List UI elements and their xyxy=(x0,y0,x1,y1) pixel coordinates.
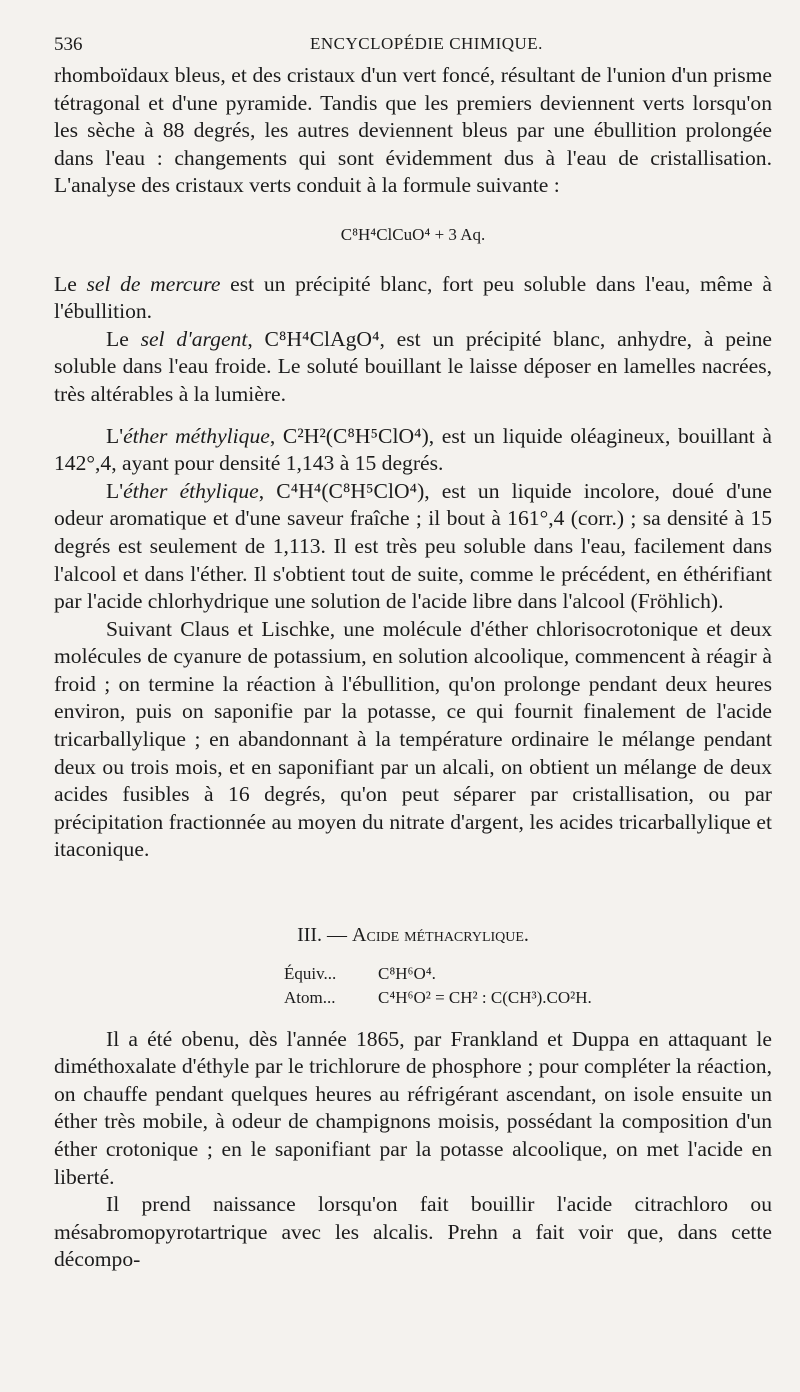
lead-text: Le xyxy=(106,326,141,351)
paragraph-methyl-ether xyxy=(54,423,772,478)
paragraph-mercury-salt xyxy=(54,271,772,326)
page-header xyxy=(54,34,760,58)
paragraph-frankland-duppa: Il a été obenu, dès l'année 1865, par Frankland et Duppa en attaquant le diméthoxalate d'éthyle par le trichlorure de phosphore ; pour compléter la réaction, on chauffe pendant quelques heures au réfrigérant ascendant, on isole ensuite un éther très mobile, à odeur de champignons moisis, possédant la composition d'un éther crotonique ; en le saponifiant par la potasse alcoolique, on met l'acide en liberté. xyxy=(54,1026,772,1189)
atom-label: Atom... xyxy=(284,987,336,1007)
paragraph-claus-lischke: Suivant Claus et Lischke, une molécule d'éther chlorisocrotonique et deux molécules de cyanure de potassium, en solution alcoolique, commencent à réagir à froid ; on termine la réaction à l'ébullition, qu'on prolonge pendant deux heures environ, puis on saponifie par la potasse, ce qui fournit finalement de l'acide tricarballylique ; en abandonnant à la température ordinaire le mélange pendant deux ou trois mois, et en saponifiant par un alcali, on obtient un mélange de deux acides fusibles à 16 degrés, qu'on peut séparer par cristallisation, ou par précipitation fractionnée au moyen du nitrate d'argent, les acides tricarballylique et itaconique. xyxy=(54,616,772,862)
italic-term: éther éthylique xyxy=(123,478,259,503)
equiv-label: Équiv... xyxy=(284,963,337,983)
lead-text: L' xyxy=(106,423,124,448)
lead-text: Le xyxy=(54,271,87,296)
paragraph-ethyl-ether xyxy=(54,478,772,616)
atom-formula: C⁴H⁶O² = CH² : C(CH³).CO²H. xyxy=(378,987,592,1007)
spacer xyxy=(54,409,772,423)
body-text xyxy=(54,62,772,1274)
section-dash: — xyxy=(327,924,348,947)
italic-term: sel d'argent xyxy=(140,326,248,351)
equiv-formula: C⁸H⁶O⁴. xyxy=(378,963,436,983)
equiv-row xyxy=(284,962,772,986)
paragraph-prehn: Il prend naissance lorsqu'on fait bouillir l'acide citrachloro ou mésabromopyrotartrique avec les alcalis. Prehn a fait voir que, dans cette décompo- xyxy=(54,1192,772,1272)
page-number: 536 xyxy=(54,34,83,55)
paragraph-text: , C⁸H⁴ClAgO⁴, est un précipité blanc, anhydre, à peine soluble dans l'eau froide. Le soluté bouillant le laisse déposer en lamelles nacrées, très altérables à la lumière. xyxy=(54,326,772,406)
lead-text: L' xyxy=(106,478,124,503)
paragraph-text: , C⁴H⁴(C⁸H⁵ClO⁴), est un liquide incolore, doué d'une odeur aromatique et d'une saveur fraîche ; il bout à 161°,4 (corr.) ; sa densité à 15 degrés est seulement de 1,113. Il est très peu soluble dans l'eau, facilement dans l'alcool et dans l'éther. Il s'obtient tout de suite, comme le précédent, en éthérifiant par l'acide chlorhydrique une solution de l'acide libre dans l'alcool (Fröhlich). xyxy=(54,478,772,614)
paragraph-text: , C²H²(C⁸H⁵ClO⁴), est un liquide oléagineux, bouillant à 142°,4, ayant pour densité 1,143 à 15 degrés. xyxy=(54,423,772,476)
paragraph-silver-salt xyxy=(54,326,772,409)
section-heading xyxy=(54,922,772,950)
italic-term: éther méthylique xyxy=(123,423,270,448)
paragraph-text: est un précipité blanc, fort peu soluble dans l'eau, même à l'ébullition. xyxy=(54,271,772,324)
italic-term: sel de mercure xyxy=(86,271,221,296)
atom-row xyxy=(284,986,772,1010)
section-title: Acide méthacrylique. xyxy=(352,924,529,947)
formula-table xyxy=(284,962,772,1010)
running-head: ENCYCLOPÉDIE CHIMIQUE. xyxy=(310,34,543,53)
section-number: III. xyxy=(297,924,323,947)
formula-copper-salt: C⁸H⁴ClCuO⁴ + 3 Aq. xyxy=(340,224,486,244)
paragraph-crystals: rhomboïdaux bleus, et des cristaux d'un vert foncé, résultant de l'union d'un prisme tétragonal et d'une pyramide. Tandis que les premiers deviennent verts lorsqu'on les sèche à 88 degrés, les autres deviennent bleus par une ébullition prolongée dans l'eau : changements qui sont évidemment dus à l'eau de cristallisation. L'analyse des cristaux verts conduit à la formule suivante : xyxy=(54,63,772,198)
